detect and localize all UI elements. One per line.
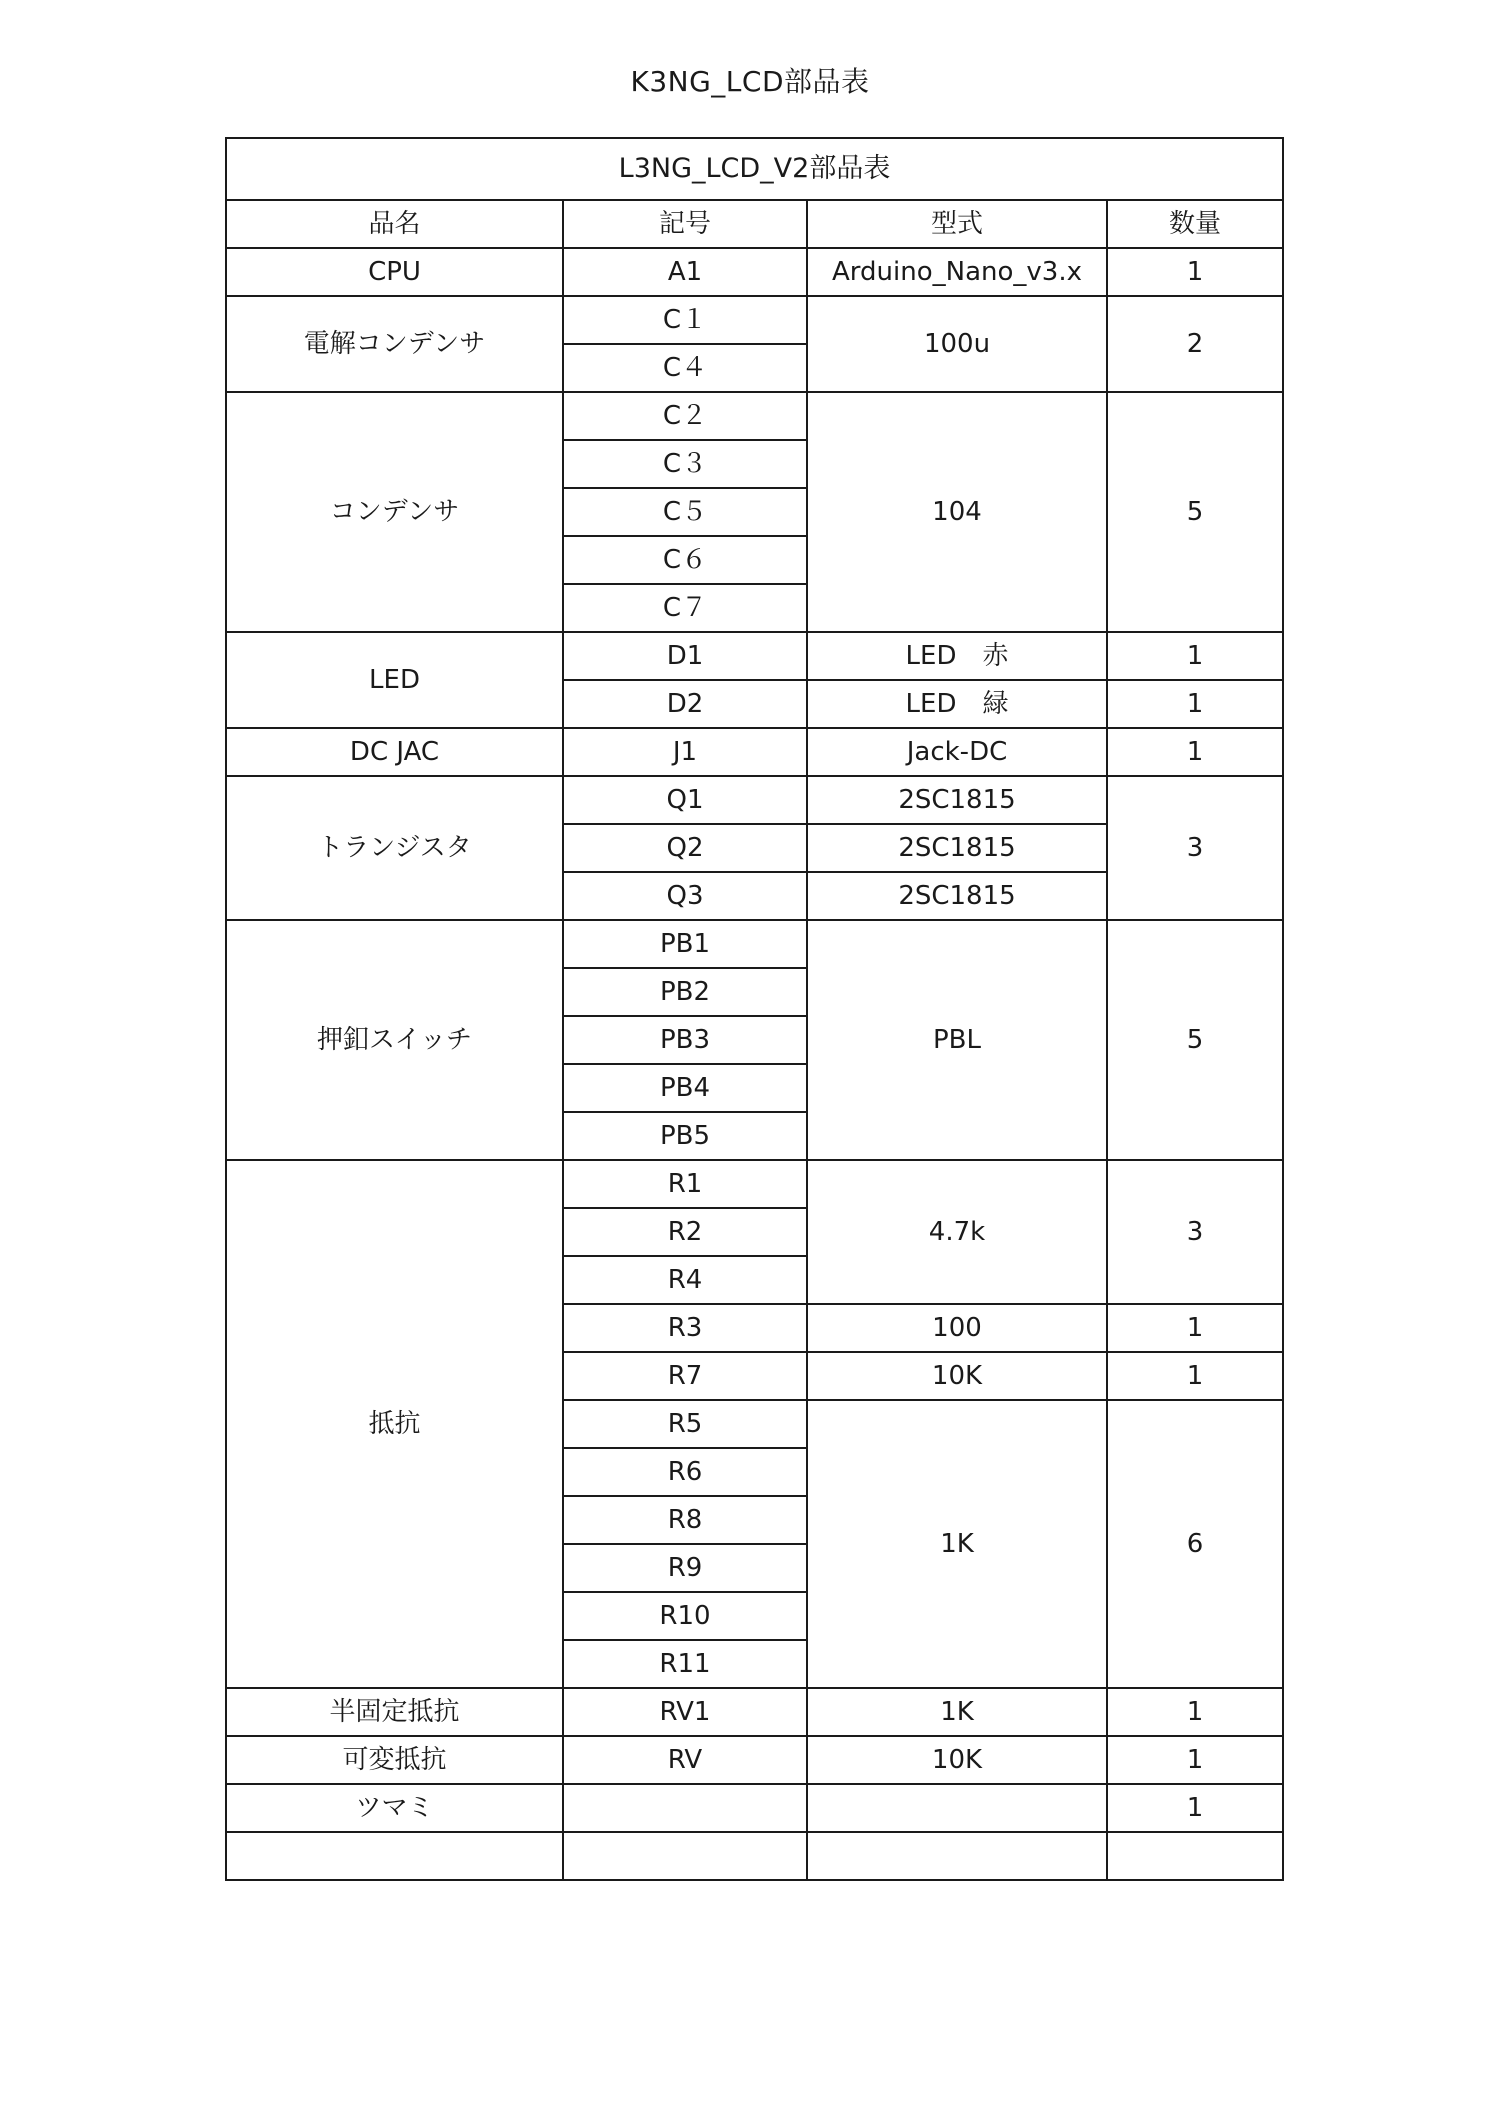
cell-qty [1107,1832,1283,1880]
cell-name: CPU [226,248,563,296]
header-qty: 数量 [1107,200,1283,248]
cell-model: 104 [807,392,1107,632]
cell-ref: PB4 [563,1064,807,1112]
cell-ref: D2 [563,680,807,728]
cell-ref: R7 [563,1352,807,1400]
cell-model: Jack-DC [807,728,1107,776]
cell-qty: 1 [1107,1688,1283,1736]
cell-model: LED 緑 [807,680,1107,728]
cell-ref: C３ [563,440,807,488]
cell-name: ツマミ [226,1784,563,1832]
cell-name: コンデンサ [226,392,563,632]
cell-name: 電解コンデンサ [226,296,563,392]
cell-qty: 3 [1107,776,1283,920]
cell-ref: PB1 [563,920,807,968]
cell-ref: Q2 [563,824,807,872]
cell-name: 抵抗 [226,1160,563,1688]
cell-ref: R4 [563,1256,807,1304]
cell-ref: R1 [563,1160,807,1208]
cell-ref: PB2 [563,968,807,1016]
cell-ref: A1 [563,248,807,296]
cell-ref: R2 [563,1208,807,1256]
cell-qty: 1 [1107,680,1283,728]
header-ref: 記号 [563,200,807,248]
cell-qty: 1 [1107,1736,1283,1784]
cell-qty: 1 [1107,248,1283,296]
cell-model: 1K [807,1400,1107,1688]
cell-model: Arduino_Nano_v3.x [807,248,1107,296]
table-row [226,776,1283,824]
cell-name [226,1832,563,1880]
cell-ref: R5 [563,1400,807,1448]
cell-qty: 1 [1107,1352,1283,1400]
cell-model: 4.7k [807,1160,1107,1304]
cell-ref: J1 [563,728,807,776]
cell-qty: 6 [1107,1400,1283,1688]
cell-ref: RV [563,1736,807,1784]
cell-model: 1K [807,1688,1107,1736]
table-row-empty [226,1832,1283,1880]
cell-model [807,1832,1107,1880]
cell-ref [563,1784,807,1832]
cell-name: 半固定抵抗 [226,1688,563,1736]
cell-ref: R10 [563,1592,807,1640]
header-model: 型式 [807,200,1107,248]
table-row [226,392,1283,440]
cell-name: 可変抵抗 [226,1736,563,1784]
cell-name: 押釦スイッチ [226,920,563,1160]
cell-ref: C４ [563,344,807,392]
cell-ref: PB5 [563,1112,807,1160]
cell-qty: 1 [1107,1784,1283,1832]
cell-qty: 2 [1107,296,1283,392]
table-row [226,920,1283,968]
cell-ref: R6 [563,1448,807,1496]
table-row [226,632,1283,680]
table-row [226,296,1283,344]
table-row [226,248,1283,296]
cell-ref: D1 [563,632,807,680]
cell-ref [563,1832,807,1880]
cell-name: LED [226,632,563,728]
table-header-row [226,200,1283,248]
cell-ref: RV1 [563,1688,807,1736]
cell-qty: 1 [1107,728,1283,776]
table-row [226,1736,1283,1784]
cell-ref: C６ [563,536,807,584]
cell-name: DC JAC [226,728,563,776]
cell-qty: 1 [1107,632,1283,680]
cell-ref: R8 [563,1496,807,1544]
document-title: K3NG_LCD部品表 [630,65,870,98]
cell-qty: 5 [1107,920,1283,1160]
cell-model: 100u [807,296,1107,392]
cell-ref: C５ [563,488,807,536]
cell-qty: 5 [1107,392,1283,632]
cell-qty: 1 [1107,1304,1283,1352]
table-row [226,1688,1283,1736]
table-caption-row [226,138,1283,200]
cell-model: 100 [807,1304,1107,1352]
table-row [226,1160,1283,1208]
cell-ref: C１ [563,296,807,344]
table-caption: L3NG_LCD_V2部品表 [226,138,1283,200]
cell-model: 2SC1815 [807,776,1107,824]
cell-ref: C７ [563,584,807,632]
cell-ref: R3 [563,1304,807,1352]
table-row [226,728,1283,776]
cell-ref: R11 [563,1640,807,1688]
cell-ref: PB3 [563,1016,807,1064]
table-row [226,1784,1283,1832]
cell-model: 10K [807,1736,1107,1784]
cell-model: LED 赤 [807,632,1107,680]
cell-ref: Q3 [563,872,807,920]
cell-model: 10K [807,1352,1107,1400]
cell-model: 2SC1815 [807,824,1107,872]
cell-model: 2SC1815 [807,872,1107,920]
cell-qty: 3 [1107,1160,1283,1304]
cell-model: PBL [807,920,1107,1160]
cell-ref: Q1 [563,776,807,824]
parts-list-table [225,137,1284,1881]
cell-ref: C２ [563,392,807,440]
cell-ref: R9 [563,1544,807,1592]
cell-model [807,1784,1107,1832]
header-name: 品名 [226,200,563,248]
cell-name: トランジスタ [226,776,563,920]
